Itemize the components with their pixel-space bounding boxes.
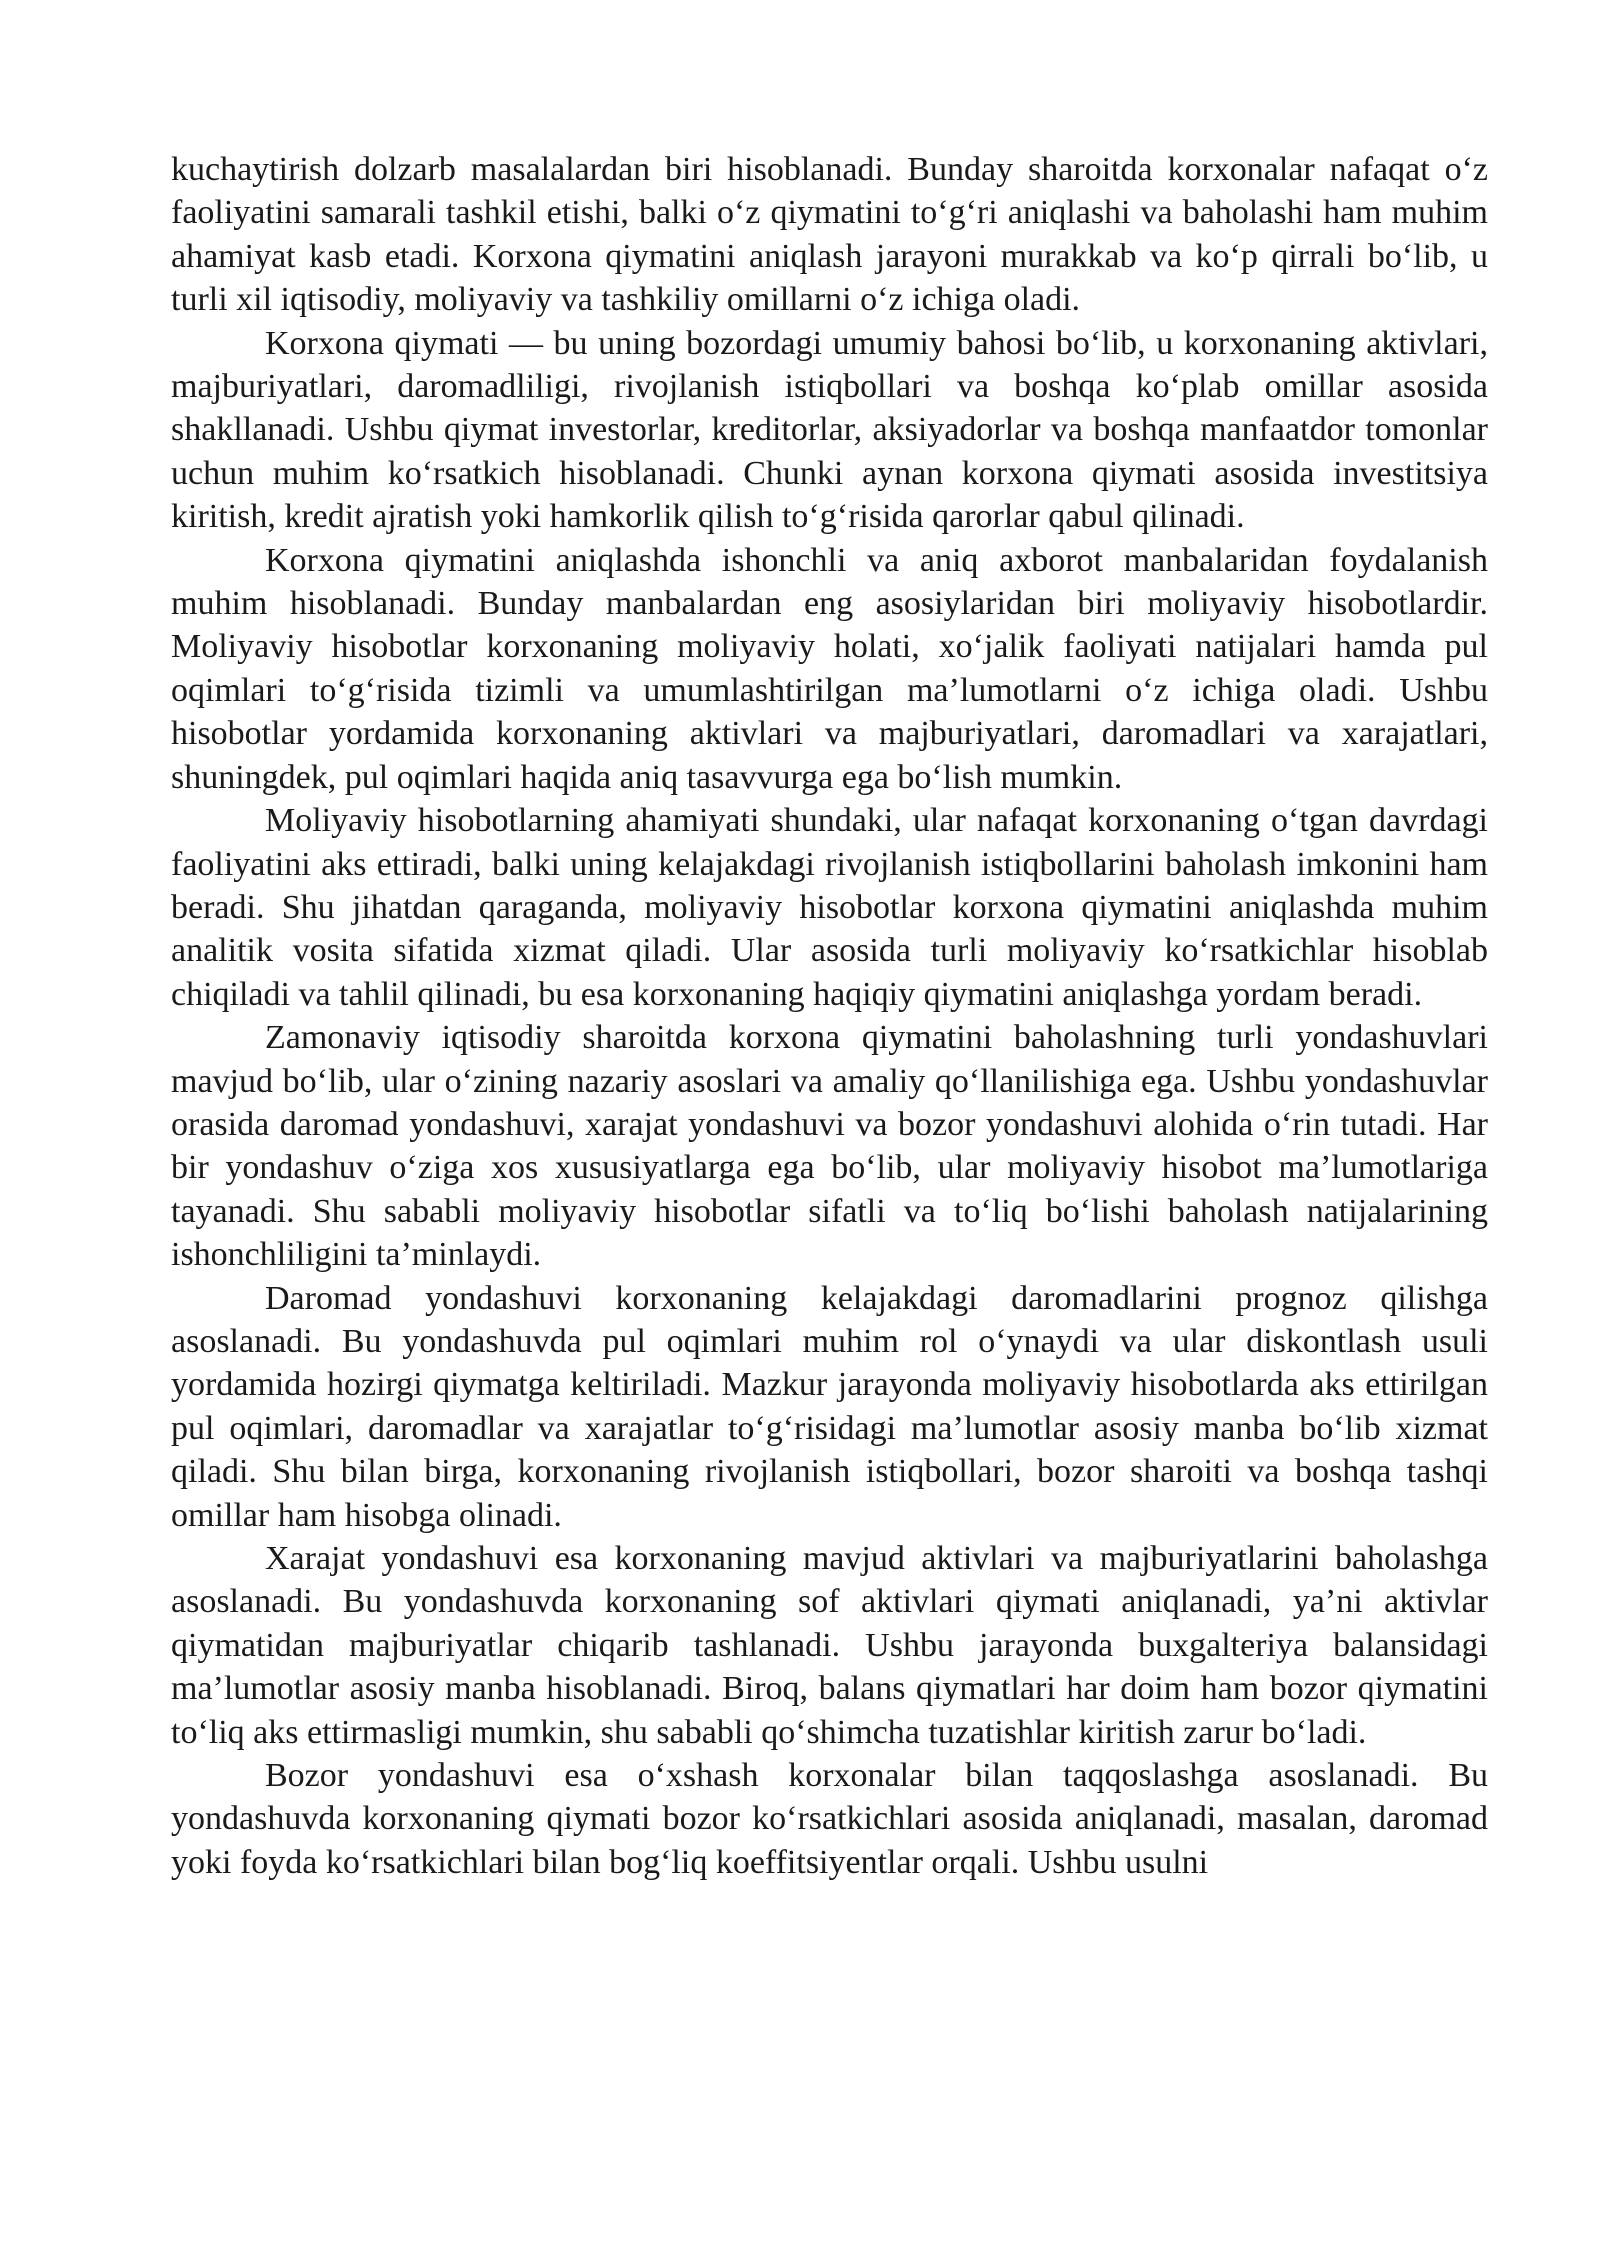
paragraph-3: Korxona qiymatini aniqlashda ishonchli va aniq axborot manbalaridan foydalanish muhim hisoblanadi. Bunday manbalardan eng asosiylaridan biri moliyaviy hisobotlardir. Moliyaviy hisobotlar korxonaning moliyaviy holati, xo‘jalik faoliyati natijalari hamda pul oqimlari to‘g‘risida tizimli va umumlashtirilgan ma’lumotlarni o‘z ichiga oladi. Ushbu hisobotlar yordamida korxonaning aktivlari va majburiyatlari, daromadlari va xarajatlari, shuningdek, pul oqimlari haqida aniq tasavvurga ega bo‘lish mumkin. <box>171 541 1488 796</box>
paragraph-1: kuchaytirish dolzarb masalalardan biri hisoblanadi. Bunday sharoitda korxonalar nafaqat o‘z faoliyatini samarali tashkil etishi, balki o‘z qiymatini to‘g‘ri aniqlashi va baholashi ham muhim ahamiyat kasb etadi. Korxona qiymatini aniqlash jarayoni murakkab va ko‘p qirrali bo‘lib, u turli xil iqtisodiy, moliyaviy va tashkiliy omillarni o‘z ichiga oladi. <box>171 151 1488 319</box>
document-page <box>171 148 1488 1884</box>
paragraph-4: Moliyaviy hisobotlarning ahamiyati shundaki, ular nafaqat korxonaning o‘tgan davrdagi faoliyatini aks ettiradi, balki uning kelajakdagi rivojlanish istiqbollarini baholash imkonini ham beradi. Shu jihatdan qaraganda, moliyaviy hisobotlar korxona qiymatini aniqlashda muhim analitik vosita sifatida xizmat qiladi. Ular asosida turli moliyaviy ko‘rsatkichlar hisoblab chiqiladi va tahlil qilinadi, bu esa korxonaning haqiqiy qiymatini aniqlashga yordam beradi. <box>171 802 1488 1013</box>
paragraph-6: Daromad yondashuvi korxonaning kelajakdagi daromadlarini prognoz qilishga asoslanadi. Bu yondashuvda pul oqimlari muhim rol o‘ynaydi va ular diskontlash usuli yordamida hozirgi qiymatga keltiriladi. Mazkur jarayonda moliyaviy hisobotlarda aks ettirilgan pul oqimlari, daromadlar va xarajatlar to‘g‘risidagi ma’lumotlar asosiy manba bo‘lib xizmat qiladi. Shu bilan birga, korxonaning rivojlanish istiqbollari, bozor sharoiti va boshqa tashqi omillar ham hisobga olinadi. <box>171 1279 1488 1534</box>
paragraph-8: Bozor yondashuvi esa o‘xshash korxonalar bilan taqqoslashga asoslanadi. Bu yondashuvda korxonaning qiymati bozor ko‘rsatkichlari asosida aniqlanadi, masalan, daromad yoki foyda ko‘rsatkichlari bilan bog‘liq koeffitsiyentlar orqali. Ushbu usulni <box>171 1757 1488 1881</box>
paragraph-7: Xarajat yondashuvi esa korxonaning mavjud aktivlari va majburiyatlarini baholashga asoslanadi. Bu yondashuvda korxonaning sof aktivlari qiymati aniqlanadi, ya’ni aktivlar qiymatidan majburiyatlar chiqarib tashlanadi. Ushbu jarayonda buxgalteriya balansidagi ma’lumotlar asosiy manba hisoblanadi. Biroq, balans qiymatlari har doim ham bozor qiymatini to‘liq aks ettirmasligi mumkin, shu sababli qo‘shimcha tuzatishlar kiritish zarur bo‘ladi. <box>171 1540 1488 1751</box>
paragraph-2: Korxona qiymati — bu uning bozordagi umumiy bahosi bo‘lib, u korxonaning aktivlari, majburiyatlari, daromadliligi, rivojlanish istiqbollari va boshqa ko‘plab omillar asosida shakllanadi. Ushbu qiymat investorlar, kreditorlar, aksiyadorlar va boshqa manfaatdor tomonlar uchun muhim ko‘rsatkich hisoblanadi. Chunki aynan korxona qiymati asosida investitsiya kiritish, kredit ajratish yoki hamkorlik qilish to‘g‘risida qarorlar qabul qilinadi. <box>171 324 1488 536</box>
paragraph-5: Zamonaviy iqtisodiy sharoitda korxona qiymatini baholashning turli yondashuvlari mavjud bo‘lib, ular o‘zining nazariy asoslari va amaliy qo‘llanilishiga ega. Ushbu yondashuvlar orasida daromad yondashuvi, xarajat yondashuvi va bozor yondashuvi alohida o‘rin tutadi. Har bir yondashuv o‘ziga xos xususiyatlarga ega bo‘lib, ular moliyaviy hisobot ma’lumotlariga tayanadi. Shu sababli moliyaviy hisobotlar sifatli va to‘liq bo‘lishi baholash natijalarining ishonchliligini ta’minlaydi. <box>171 1019 1488 1274</box>
